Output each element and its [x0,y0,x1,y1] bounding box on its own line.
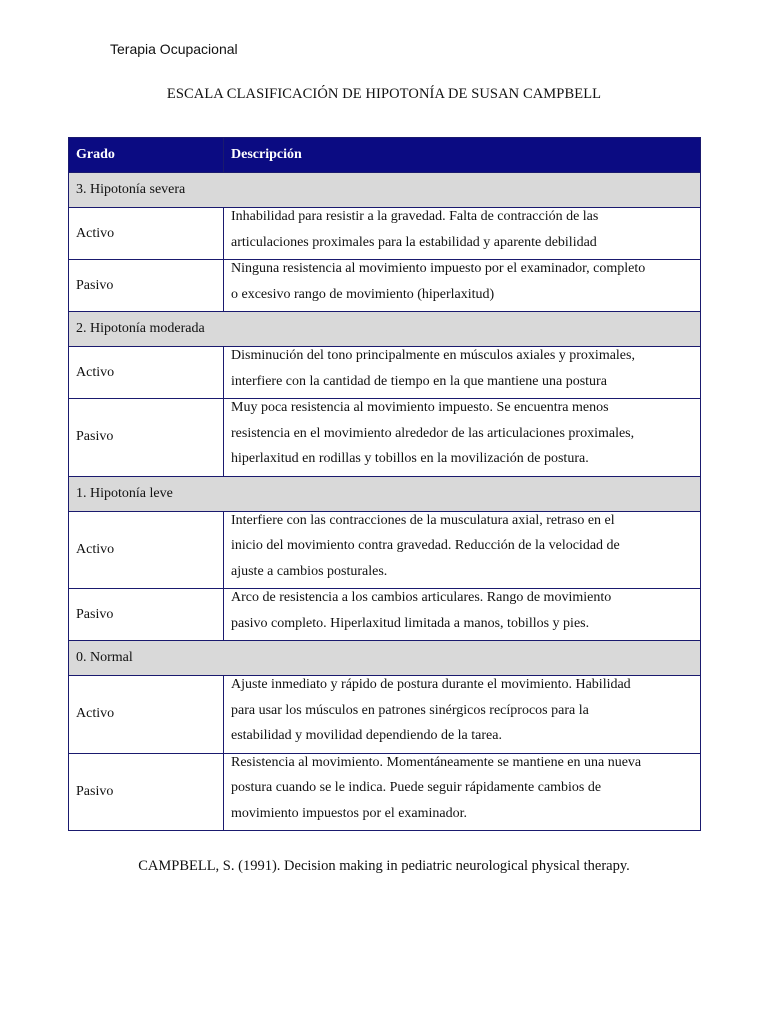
description-line: Resistencia al movimiento. Momentáneamente se mantiene en una nueva [231,754,642,770]
mode-cell: Activo [69,511,224,589]
description-cell [224,399,701,477]
description-line: para usar los músculos en patrones sinérgicos recíprocos para la [231,702,589,718]
table-row [69,208,701,260]
mode-cell: Activo [69,347,224,399]
table-row [69,260,701,312]
table-row [69,753,701,831]
grade-row [69,173,701,208]
description-line: Interfiere con las contracciones de la musculatura axial, retraso en el [231,512,615,528]
page-header: Terapia Ocupacional [110,41,238,57]
description-line: movimiento impuestos por el examinador. [231,805,468,821]
column-header-descripcion: Descripción [224,138,701,173]
grade-label: 3. Hipotonía severa [69,173,701,208]
grade-row [69,476,701,511]
grade-label: 1. Hipotonía leve [69,476,701,511]
description-cell [224,753,701,831]
description-line: ajuste a cambios posturales. [231,563,388,579]
table-header-row [69,138,701,173]
grade-row [69,641,701,676]
grade-label: 0. Normal [69,641,701,676]
document-title: ESCALA CLASIFICACIÓN DE HIPOTONÍA DE SUSAN CAMPBELL [166,86,602,102]
table-row [69,589,701,641]
table-row [69,511,701,589]
description-line: Disminución del tono principalmente en músculos axiales y proximales, [231,348,635,363]
description-line: inicio del movimiento contra gravedad. Reducción de la velocidad de [231,538,620,553]
mode-cell: Pasivo [69,589,224,641]
mode-cell: Pasivo [69,260,224,312]
description-line: Ajuste inmediato y rápido de postura durante el movimiento. Habilidad [231,677,631,692]
description-line: resistencia en el movimiento alrededor de las articulaciones proximales, [231,425,635,441]
description-line: Inhabilidad para resistir a la gravedad. Falta de contracción de las [231,209,599,224]
description-line: o excesivo rango de movimiento (hiperlaxitud) [231,286,495,302]
mode-cell: Activo [69,208,224,260]
description-cell [224,208,701,260]
mode-cell: Pasivo [69,753,224,831]
description-line: hiperlaxitud en rodillas y tobillos en la movilización de postura. [231,451,589,466]
description-cell [224,511,701,589]
description-line: Arco de resistencia a los cambios articulares. Rango de movimiento [231,590,612,605]
description-line: pasivo completo. Hiperlaxitud limitada a manos, tobillos y pies. [231,615,590,631]
description-line: articulaciones proximales para la estabilidad y aparente debilidad [231,234,597,250]
mode-cell: Activo [69,676,224,754]
description-line: estabilidad y movilidad dependiendo de la tarea. [231,728,502,743]
reference-citation: CAMPBELL, S. (1991). Decision making in pediatric neurological physical therapy. [138,858,630,874]
description-line: Ninguna resistencia al movimiento impuesto por el examinador, completo [231,261,646,276]
description-line: Muy poca resistencia al movimiento impuesto. Se encuentra menos [231,400,609,415]
description-cell [224,260,701,312]
hypotonia-scale-table [68,137,701,831]
column-header-grado: Grado [69,138,224,173]
description-cell [224,589,701,641]
description-line: postura cuando se le indica. Puede seguir rápidamente cambios de [231,780,602,795]
description-line: interfiere con la cantidad de tiempo en la que mantiene una postura [231,373,607,389]
table-row [69,676,701,754]
mode-cell: Pasivo [69,399,224,477]
table-row [69,399,701,477]
description-cell [224,676,701,754]
grade-label: 2. Hipotonía moderada [69,312,701,347]
description-cell [224,347,701,399]
grade-row [69,312,701,347]
table-row [69,347,701,399]
